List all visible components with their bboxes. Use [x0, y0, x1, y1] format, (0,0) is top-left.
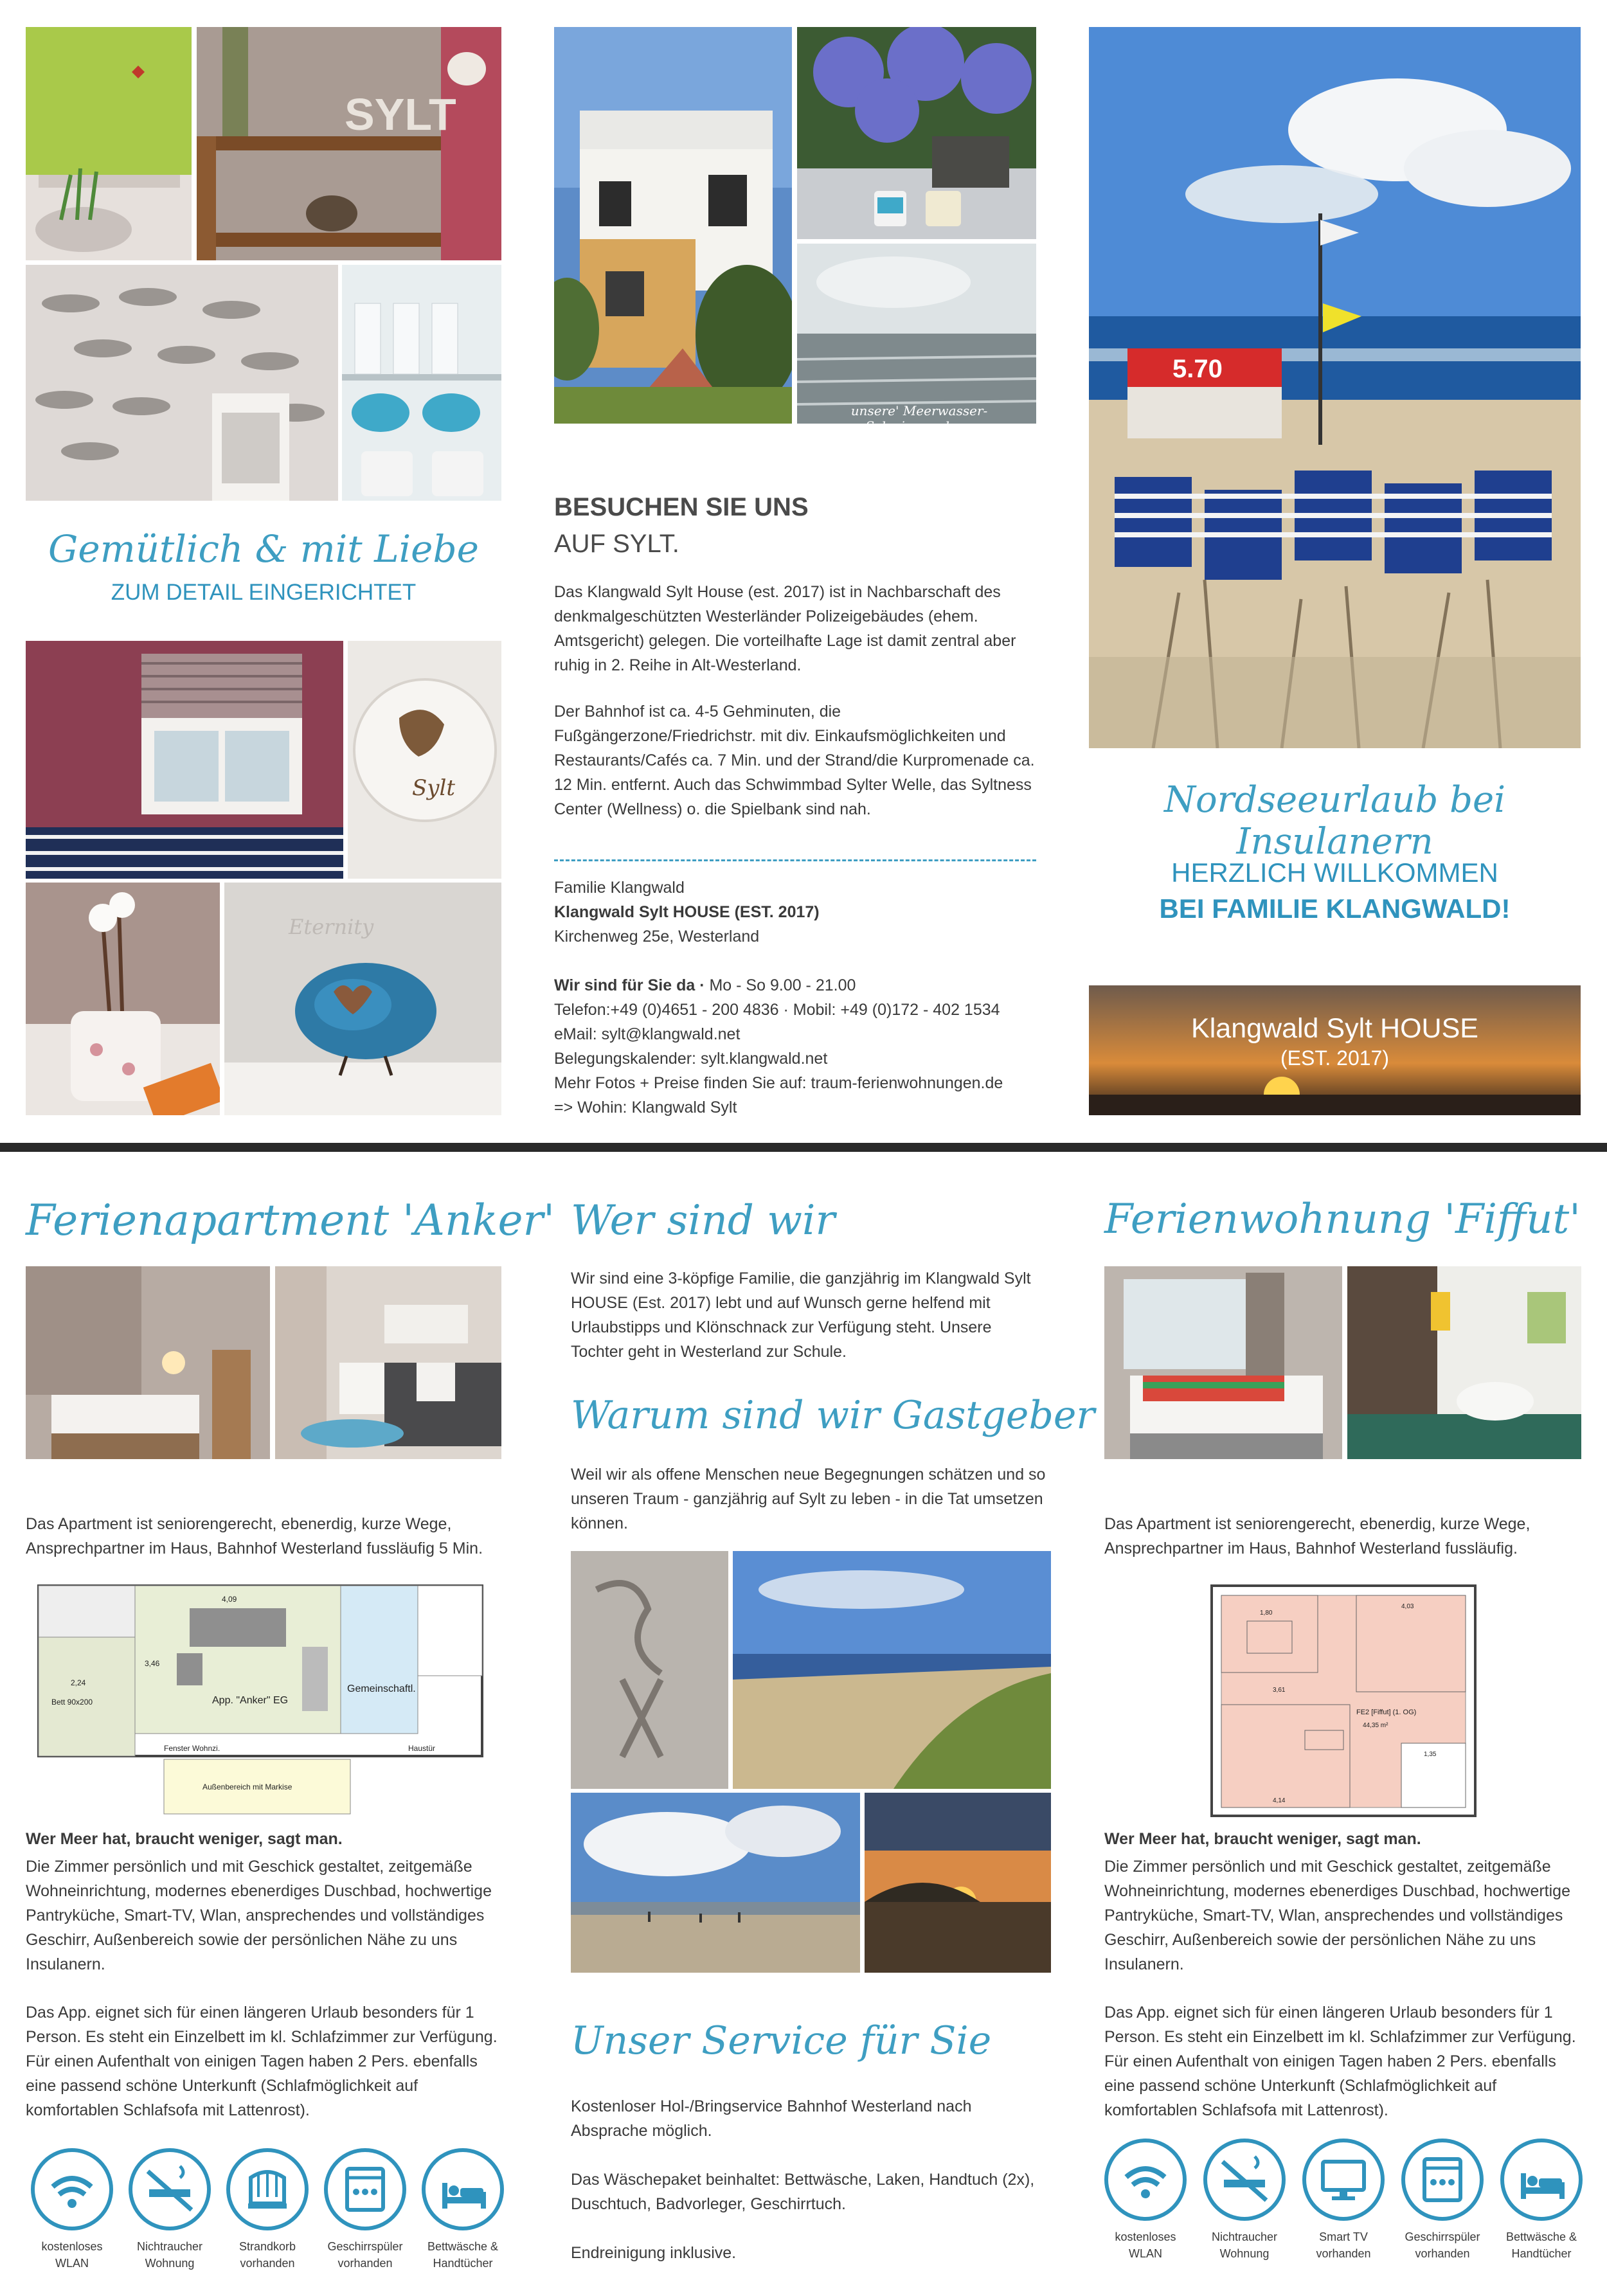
photo-fiffut-bathroom	[1347, 1266, 1581, 1459]
contact-hours-row	[554, 973, 1043, 998]
photo-beach-walkers	[571, 1793, 860, 1973]
anker-no-smoking-label: Nichtraucher Wohnung	[136, 2240, 203, 2270]
service-paragraph-1: Kostenloser Hol-/Bringservice Bahnhof Westerland nach Absprache möglich.	[571, 2097, 972, 2140]
fiffut-tv-icon	[1302, 2139, 1385, 2221]
anker-plan-dim1: 4,09	[222, 1595, 237, 1604]
contact-hours: Mo - So 9.00 - 21.00	[705, 976, 856, 994]
contact-where: => Wohin: Klangwald Sylt	[554, 1099, 737, 1117]
fiffut-plan-dim3: 3,61	[1273, 1687, 1286, 1694]
contact-calendar[interactable]: Belegungskalender: sylt.klangwald.net	[554, 1050, 828, 1068]
fiffut-intro: Das Apartment ist seniorengerecht, ebenerdig, kurze Wege, Ansprechpartner im Haus, Bahnhof Westerland fussläufig.	[1104, 1515, 1531, 1557]
photo-house	[554, 27, 792, 424]
fiffut-paragraph-1: Die Zimmer persönlich und mit Geschick gestaltet, zeitgemäße Wohneinrichtung, modernes ebenerdiges Duschbad, hochwertige Pantryküche, Smart-TV, Wlan, ansprechendes und vollständiges Geschirr, Außenbereich sowie der persönlichen Nähe zu uns Insulanern.	[1104, 1858, 1570, 1973]
photo-dunes-beach	[733, 1551, 1051, 1789]
contact-phone[interactable]: Telefon:+49 (0)4651 - 200 4836 · Mobil: +49 (0)172 - 402 1534	[554, 1001, 1000, 1019]
photo-fiffut-bedroom	[1104, 1266, 1342, 1459]
fiffut-bed-label: Bettwäsche & Handtücher	[1505, 2230, 1577, 2260]
left-heading-script: Gemütlich & mit Liebe	[48, 527, 479, 571]
anker-dishwasher-icon	[324, 2148, 406, 2230]
anker-plan-dim3: 2,24	[71, 1678, 86, 1687]
who-heading: Wer sind wir	[571, 1197, 836, 1244]
photo-fish-wall	[26, 265, 338, 501]
svg-text:Sylt: Sylt	[412, 775, 456, 801]
fiffut-bed-icon	[1500, 2139, 1583, 2221]
anker-plan-window: Fenster Wohnzi.	[164, 1744, 220, 1753]
anker-plan-shared: Gemeinschaftl.	[347, 1683, 416, 1694]
fiffut-slogan: Wer Meer hat, braucht weniger, sagt man.	[1104, 1830, 1421, 1848]
fiffut-dishwasher-label: Geschirrspüler vorhanden	[1405, 2230, 1480, 2260]
anker-bed-icon	[422, 2148, 504, 2230]
photo-knob-sylt	[348, 641, 501, 879]
right-heading-script: Nordseeurlaub bei Insulanern	[1163, 779, 1506, 863]
fiffut-no-smoking-label: Nichtraucher Wohnung	[1211, 2230, 1278, 2260]
anker-bed-label: Bettwäsche & Handtücher	[427, 2240, 499, 2270]
section-divider	[0, 1143, 1607, 1152]
visit-title-line2: AUF SYLT.	[554, 530, 679, 558]
anker-intro: Das Apartment ist seniorengerecht, ebenerdig, kurze Wege, Ansprechpartner im Haus, Bahnhof Westerland fussläufig 5 Min.	[26, 1515, 483, 1557]
photo-window-blind	[26, 641, 343, 879]
fiffut-dishwasher-icon	[1401, 2139, 1484, 2221]
left-heading-caps: ZUM DETAIL EINGERICHTET	[111, 580, 417, 605]
svg-text:Eternity: Eternity	[289, 915, 374, 939]
photo-sunset-dune	[865, 1793, 1051, 1973]
anker-floorplan	[35, 1583, 485, 1817]
photo-wool-sheep	[224, 883, 501, 1115]
fiffut-wifi-label: kostenloses WLAN	[1115, 2230, 1176, 2260]
contact-email[interactable]: eMail: sylt@klangwald.net	[554, 1025, 741, 1043]
svg-text:5.70: 5.70	[1172, 355, 1223, 383]
photo-sand-writing	[571, 1551, 728, 1789]
photo-glasses-cups	[342, 265, 501, 501]
pool-caption: unsere' Meerwasser-Schwimmanlage	[850, 403, 988, 434]
fiffut-wifi-icon	[1104, 2139, 1187, 2221]
welcome-line-2: BEI FAMILIE KLANGWALD!	[1159, 893, 1511, 924]
fiffut-paragraph-2: Das App. eignet sich für einen längeren Urlaub besonders für 1 Person. Es steht ein Einzelbett im kl. Schlafzimmer zur Verfügung. Für einen Aufenthalt von einigen Tagen haben 2 Pers. ebenfalls eine passend schöne Unterkunft (Schlafmöglichkeit auf komfortablen Schlafsofa mit Lattenrost).	[1104, 2004, 1576, 2119]
anker-plan-bed: Bett 90x200	[51, 1698, 93, 1707]
photo-anker-living	[275, 1266, 501, 1459]
photo-cotton-cup	[26, 883, 220, 1115]
contact-block	[554, 875, 1043, 1120]
fiffut-plan-label: FE2 [Fiffut] (1. OG)	[1356, 1709, 1417, 1716]
anker-wifi-icon	[31, 2148, 113, 2230]
fiffut-heading: Ferienwohnung 'Fiffut'	[1104, 1196, 1581, 1243]
why-paragraph: Weil wir als offene Menschen neue Begegnungen schätzen und so unseren Traum - ganzjährig auf Sylt zu leben - in die Tat umsetzen können.	[571, 1466, 1046, 1532]
banner-title: Klangwald Sylt HOUSE	[1191, 1013, 1478, 1044]
visit-paragraph-1: Das Klangwald Sylt House (est. 2017) ist in Nachbarschaft des denkmalgeschützten Westerländer Polizeigebäudes (ehem. Amtsgericht) gelegen. Die vorteilhafte Lage ist damit zentral aber ruhig in 2. Reihe in Alt-Westerland.	[554, 583, 1016, 674]
anker-wifi-label: kostenloses WLAN	[41, 2240, 103, 2270]
photo-hydrangea-mugs	[797, 27, 1036, 239]
fiffut-no-smoking-icon	[1203, 2139, 1286, 2221]
anker-paragraph-2: Das App. eignet sich für einen längeren Urlaub besonders für 1 Person. Es steht ein Einzelbett im kl. Schlafzimmer zur Verfügung. Für einen Aufenthalt von einigen Tagen haben 2 Pers. ebenfalls eine passend schöne Unterkunft (Schlafmöglichkeit auf komfortablen Schlafsofa mit Lattenrost).	[26, 2004, 498, 2119]
photo-anker-bedroom	[26, 1266, 270, 1459]
contact-street: Kirchenweg 25e, Westerland	[554, 928, 760, 946]
contact-divider	[554, 859, 1036, 861]
anker-beach-chair-label: Strandkorb vorhanden	[238, 2240, 296, 2270]
anker-dishwasher-label: Geschirrspüler vorhanden	[327, 2240, 403, 2270]
photo-window-plant	[26, 27, 192, 260]
svg-text:SYLT: SYLT	[345, 89, 456, 139]
contact-hours-label: Wir sind für Sie da ·	[554, 976, 705, 994]
anker-heading: Ferienapartment 'Anker'	[26, 1196, 555, 1245]
anker-no-smoking-icon	[129, 2148, 211, 2230]
photo-pool-sea	[797, 244, 1036, 424]
service-paragraph-3: Endreinigung inklusive.	[571, 2244, 737, 2262]
contact-house: Klangwald Sylt HOUSE (EST. 2017)	[554, 903, 820, 921]
contact-more[interactable]: Mehr Fotos + Preise finden Sie auf: traum-ferienwohnungen.de	[554, 1074, 1003, 1092]
fiffut-plan-dim4: 4,14	[1273, 1797, 1286, 1804]
anker-slogan: Wer Meer hat, braucht weniger, sagt man.	[26, 1830, 343, 1848]
fiffut-plan-area: 44,35 m²	[1363, 1722, 1388, 1729]
fiffut-plan-dim5: 1,35	[1424, 1751, 1437, 1758]
anker-paragraph-1: Die Zimmer persönlich und mit Geschick gestaltet, zeitgemäße Wohneinrichtung, modernes ebenerdiges Duschbad, hochwertige Pantryküche, Smart-TV, Wlan, ansprechendes und vollständiges Geschirr, Außenbereich sowie der persönlichen Nähe zu uns Insulanern.	[26, 1858, 492, 1973]
fiffut-tv-label: Smart TV vorhanden	[1316, 2230, 1371, 2260]
fiffut-plan-dim1: 1,80	[1260, 1610, 1273, 1617]
why-heading: Warum sind wir Gastgeber	[571, 1393, 1095, 1438]
service-paragraph-2: Das Wäschepaket beinhaltet: Bettwäsche, Laken, Handtuch (2x), Duschtuch, Badvorleger, Geschirrtuch.	[571, 2171, 1035, 2213]
fiffut-floorplan	[1208, 1583, 1478, 1819]
anker-plan-room: App. "Anker" EG	[212, 1695, 289, 1706]
anker-beach-chair-icon	[226, 2148, 309, 2230]
welcome-line-1: HERZLICH WILLKOMMEN	[1171, 857, 1498, 888]
anker-plan-door: Haustür	[408, 1744, 436, 1753]
photo-shelf-sylt	[197, 27, 501, 260]
photo-beach-chairs	[1089, 27, 1581, 748]
contact-family: Familie Klangwald	[554, 879, 685, 897]
service-heading: Unser Service für Sie	[571, 2018, 992, 2063]
banner-subtitle: (EST. 2017)	[1280, 1046, 1389, 1070]
visit-paragraph-2: Der Bahnhof ist ca. 4-5 Gehminuten, die Fußgängerzone/Friedrichstr. mit div. Einkaufsmöglichkeiten und Restaurants/Cafés ca. 7 Min. und der Strand/die Kurpromenade ca. 12 Min. entfernt. Auch das Schwimmbad Sylter Welle, das Syltness Center (Wellness) o. die Spielbank sind nah.	[554, 703, 1035, 818]
anker-plan-dim2: 3,46	[145, 1659, 160, 1668]
who-paragraph: Wir sind eine 3-köpfige Familie, die ganzjährig im Klangwald Sylt HOUSE (Est. 2017) lebt und auf Wunsch gerne helfend mit Urlaubstipps und Klönschnack zur Verfügung steht. Unsere Tochter geht in Westerland zur Schule.	[571, 1269, 1031, 1361]
visit-title-line1: BESUCHEN SIE UNS	[554, 493, 809, 521]
anker-plan-outdoor: Außenbereich mit Markise	[202, 1782, 292, 1791]
fiffut-plan-dim2: 4,03	[1401, 1603, 1414, 1610]
